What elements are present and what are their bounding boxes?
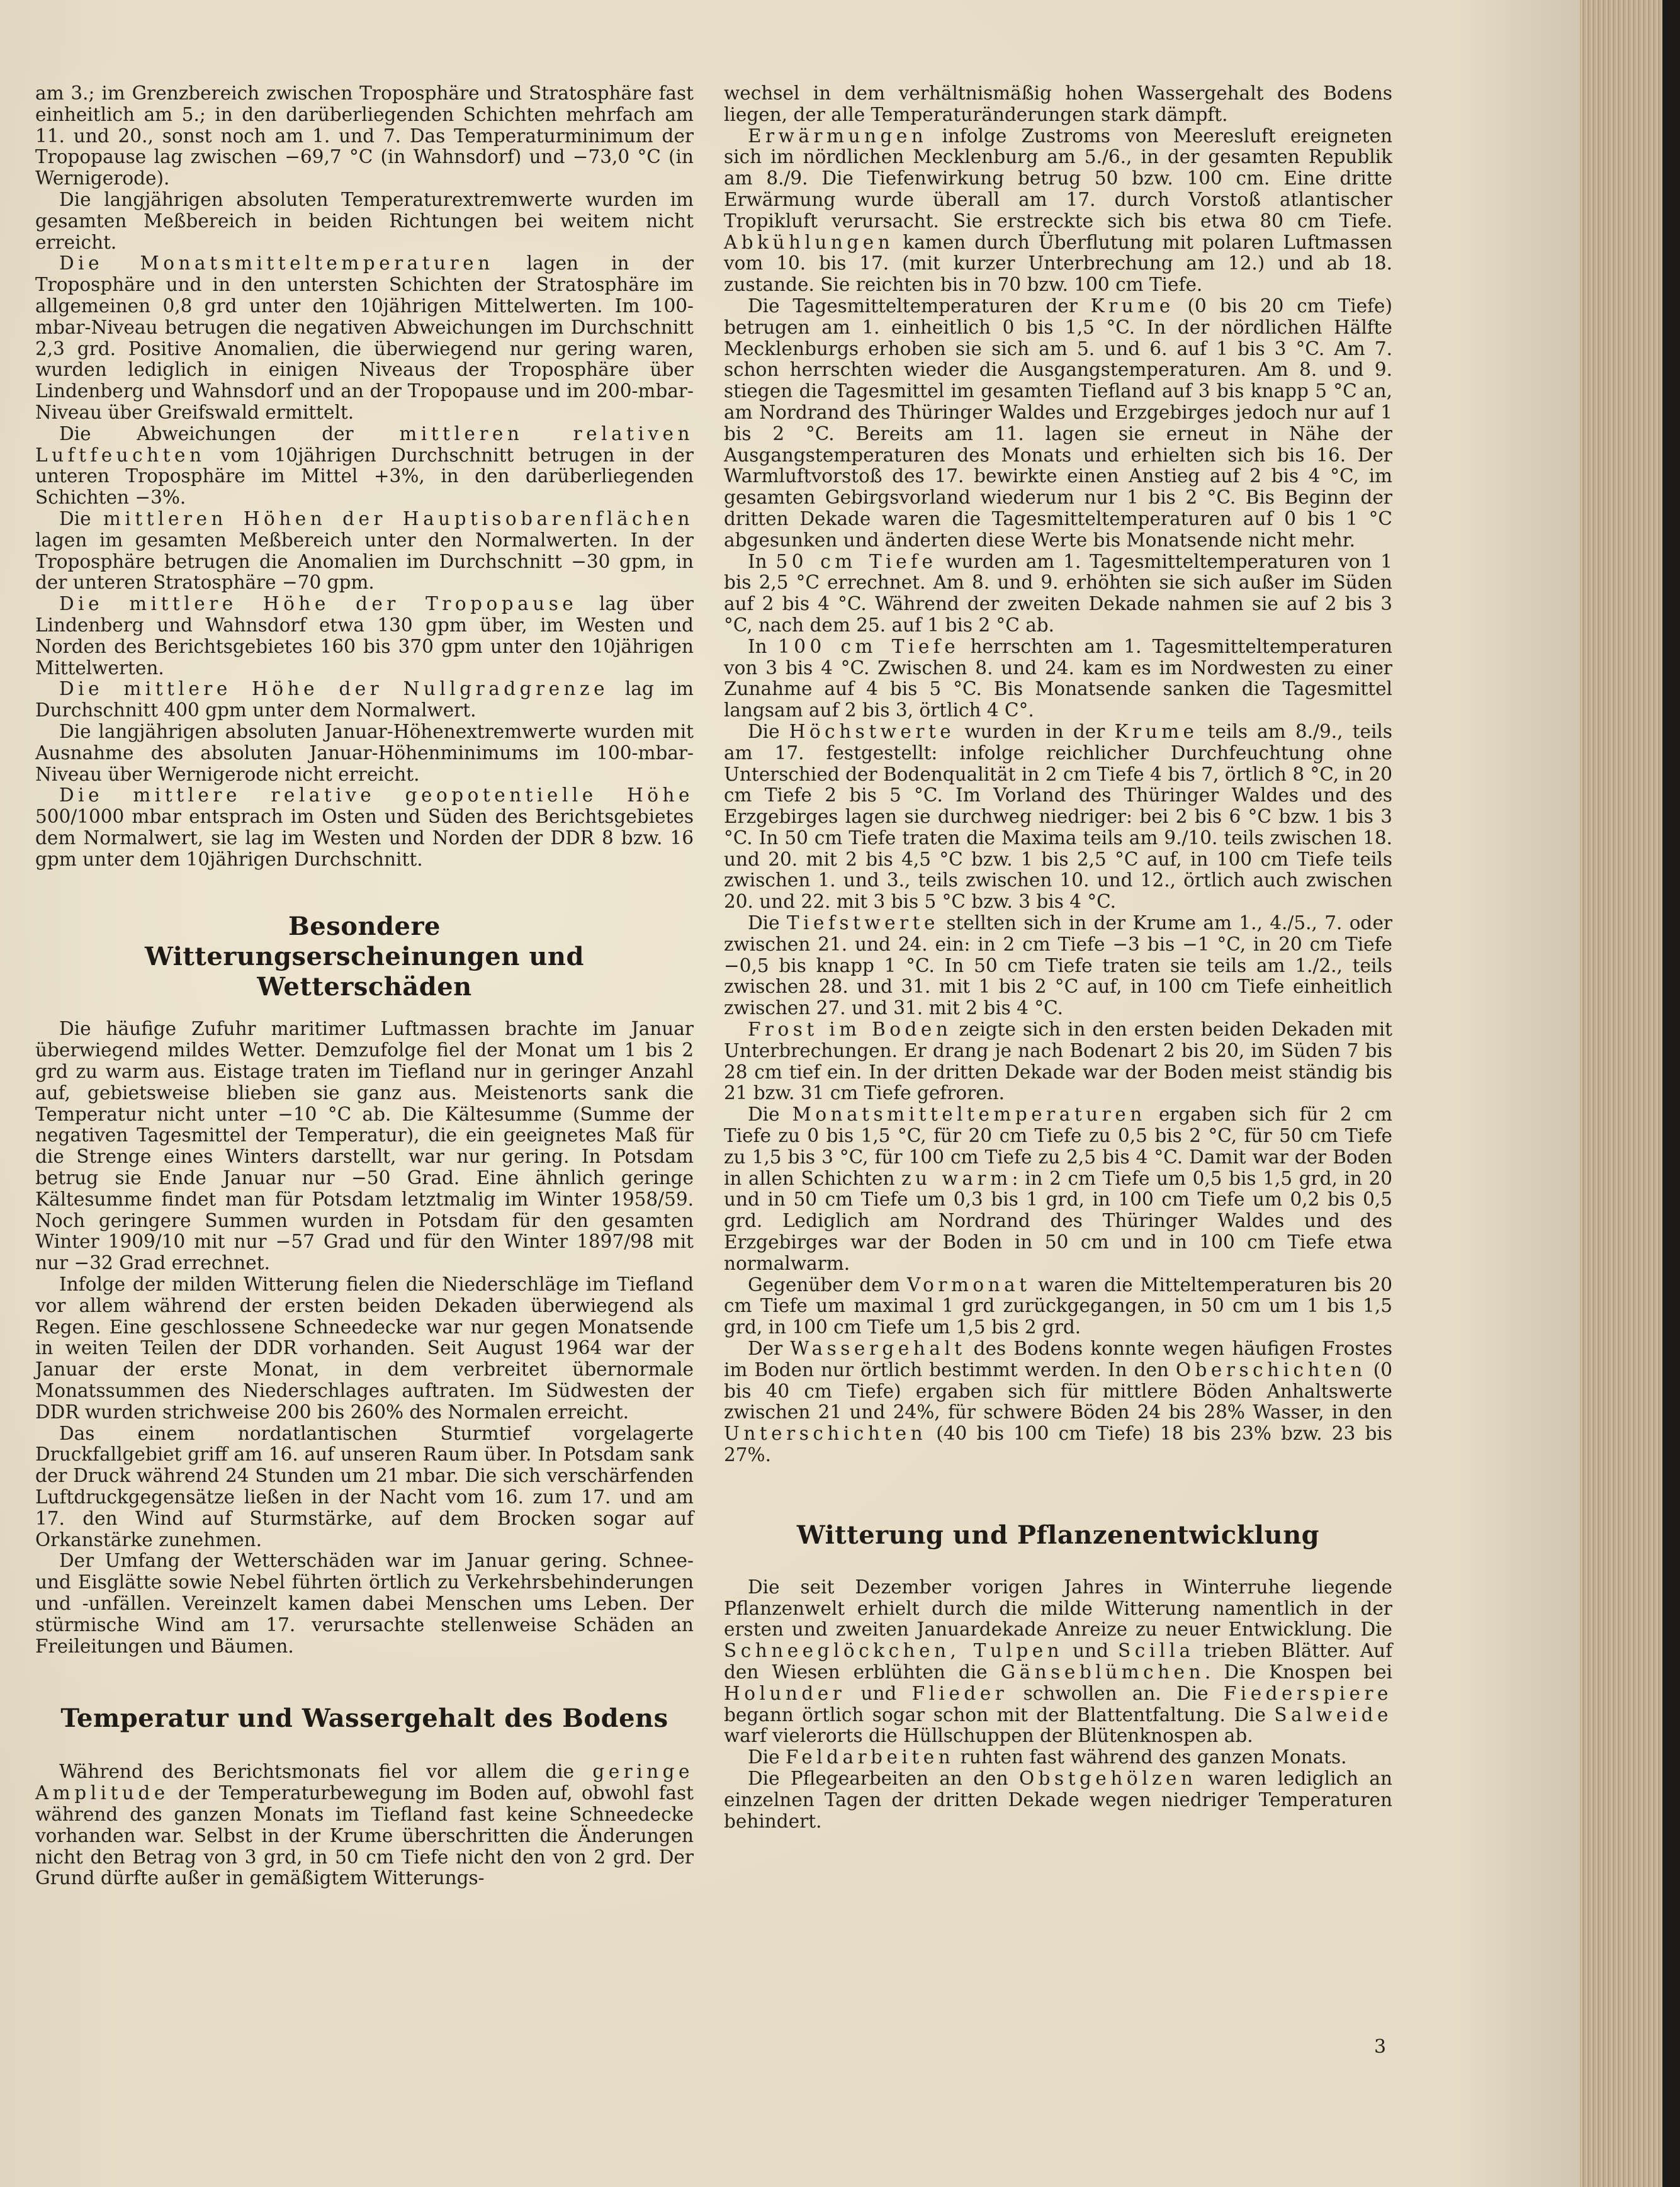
paragraph: Der Umfang der Wetterschäden war im Januar gering. Schnee- und Eisglätte sowie Nebel führten örtlich zu Verkehrsbehinderungen und -unfällen. Vereinzelt kamen dabei Menschen ums Leben. Der stürmische Wind am 17. verursachte stellenweise Schäden an Freileitungen und Bäumen. <box>35 1550 694 1657</box>
paragraph: In 100 cm Tiefe herrschten am 1. Tagesmitteltemperaturen von 3 bis 4 °C. Zwischen 8. und 24. kam es im Nordwesten zu einer Zunahme auf 4 bis 5 °C. Bis Monatsende sanken die Tagesmittel langsam auf 2 bis 3, örtlich 4 C°. <box>724 635 1392 721</box>
paragraph: Die Tagesmitteltemperaturen der Krume (0 bis 20 cm Tiefe) betrugen am 1. einheitlich 0 bis 1,5 °C. In der nördlichen Hälfte Mecklenburgs erhoben sie sich am 5. und 6. auf 1 bis 3 °C. Am 7. schon herrschten wieder die Ausgangstemperaturen. Am 8. und 9. stiegen die Tagesmittel im gesamten Tiefland auf 3 bis knapp 5 °C an, am Nordrand des Thüringer Waldes und Erzgebirges jedoch nur auf 1 bis 2 °C. Bereits am 11. lagen sie erneut in Nähe der Ausgangstemperaturen des Monats und erhielten sich bis 16. Der Warmluftvorstoß des 17. bewirkte einen Anstieg auf 2 bis 4 °C, im gesamten Gebirgsvorland wiederum nur 1 bis 2 °C. Bis Beginn der dritten Dekade waren die Tagesmitteltemperaturen auf 0 bis 1 °C abgesunken und änderten diese Werte bis Monatsende nicht mehr. <box>724 295 1392 551</box>
paragraph: wechsel in dem verhältnismäßig hohen Wassergehalt des Bodens liegen, der alle Temperaturänderungen stark dämpft. <box>724 82 1392 125</box>
paragraph: Die Tiefstwerte stellten sich in der Krume am 1., 4./5., 7. oder zwischen 21. und 24. ein: in 2 cm Tiefe −3 bis −1 °C, in 20 cm Tiefe −0,5 bis knapp 1 °C. In 50 cm Tiefe traten sie teils am 1./2., teils zwischen 28. und 31. mit 1 bis 2 °C auf, in 100 cm Tiefe einheitlich zwischen 27. und 31. mit 2 bis 4 °C. <box>724 912 1392 1019</box>
paragraph: Erwärmungen infolge Zustroms von Meeresluft ereigneten sich im nördlichen Mecklenburg am 5./6., in der gesamten Republik am 8./9. Die Tiefenwirkung betrug 50 bzw. 100 cm. Eine dritte Erwärmung wurde überall am 17. durch Vorstoß atlantischer Tropikluft verursacht. Sie erstreckte sich bis etwa 80 cm Tiefe. Abkühlungen kamen durch Überflutung mit polaren Luftmassen vom 10. bis 17. (mit kurzer Unterbrechung am 12.) und ab 18. zustande. Sie reichten bis in 70 bzw. 100 cm Tiefe. <box>724 125 1392 296</box>
right-column <box>724 83 1392 1832</box>
section-heading: Temperatur und Wassergehalt des Bodens <box>60 1704 668 1734</box>
paragraph: Die Höchstwerte wurden in der Krume teils am 8./9., teils am 17. festgestellt: infolge reichlicher Durchfeuchtung ohne Unterschied der Bodenqualität in 2 cm Tiefe 4 bis 7, örtlich 8 °C, in 20 cm Tiefe 2 bis 5 °C. Im Vorland des Thüringer Waldes und des Erzgebirges lagen sie durchweg niedriger: bei 2 bis 6 °C bzw. 1 bis 3 °C. In 50 cm Tiefe traten die Maxima teils am 9./10. teils zwischen 18. und 20. mit 2 bis 4,5 °C bzw. 1 bis 2,5 °C auf, in 100 cm Tiefe teils zwischen 1. und 3., teils zwischen 10. und 12., örtlich auch zwischen 20. und 22. mit 3 bis 5 °C bzw. 3 bis 4 °C. <box>724 720 1392 913</box>
paragraph: In 50 cm Tiefe wurden am 1. Tagesmitteltemperaturen von 1 bis 2,5 °C errechnet. Am 8. und 9. erhöhten sie sich außer im Süden auf 2 bis 4 °C. Während der zweiten Dekade nahmen sie auf 2 bis 3 °C, nach dem 25. auf 1 bis 2 °C ab. <box>724 550 1392 636</box>
paragraph: Die mittlere relative geopotentielle Höhe 500/1000 mbar entsprach im Osten und Süden des Berichtsgebietes dem Normalwert, sie lag im Westen und Norden der DDR 8 bzw. 16 gpm unter dem 10jährigen Durchschnitt. <box>35 784 694 870</box>
paragraph: Die langjährigen absoluten Januar-Höhenextremwerte wurden mit Ausnahme des absoluten Januar-Höhenminimums im 100-mbar-Niveau über Wernigerode nicht erreicht. <box>35 720 694 785</box>
paragraph: Gegenüber dem Vormonat waren die Mitteltemperaturen bis 20 cm Tiefe um maximal 1 grd zurückgegangen, in 50 cm um 1 bis 1,5 grd, in 100 cm Tiefe um 1,5 bis 2 grd. <box>724 1274 1392 1338</box>
section-heading: Besondere Witterungserscheinungen und Wetterschäden <box>145 912 584 1002</box>
paragraph: Die Pflegearbeiten an den Obstgehölzen waren lediglich an einzelnen Tagen der dritten Dekade wegen niedriger Temperaturen behindert. <box>724 1767 1392 1832</box>
left-column <box>35 83 694 1889</box>
paragraph: Die Feldarbeiten ruhten fast während des ganzen Monats. <box>748 1746 1347 1768</box>
paragraph: Das einem nordatlantischen Sturmtief vorgelagerte Druckfallgebiet griff am 16. auf unseren Raum über. In Potsdam sank der Druck während 24 Stunden um 21 mbar. Die sich verschärfenden Luftdruckgegensätze ließen in der Nacht vom 16. zum 17. und am 17. den Wind auf Sturmstärke, auf dem Brocken sogar auf Orkanstärke zunehmen. <box>35 1422 694 1551</box>
page-number: 3 <box>1374 2036 1387 2058</box>
paragraph: Die seit Dezember vorigen Jahres in Winterruhe liegende Pflanzenwelt erhielt durch die milde Witterung namentlich in der ersten und zweiten Januardekade Anreize zu neuer Entwicklung. Die Schneeglöckchen, Tulpen und Scilla trieben Blätter. Auf den Wiesen erblühten die Gänseblümchen. Die Knospen bei Holunder und Flieder schwollen an. Die Fiederspiere begann örtlich sogar schon mit der Blattentfaltung. Die Salweide warf vielerorts die Hüllschuppen der Blütenknospen ab. <box>724 1576 1393 1747</box>
book-page-edge <box>1580 0 1680 2187</box>
paragraph: Die mittlere Höhe der Tropopause lag über Lindenberg und Wahnsdorf etwa 130 gpm über, im Westen und Norden des Berichtsgebietes 160 bis 370 gpm unter den 10jährigen Mittelwerten. <box>35 593 694 679</box>
paragraph: Der Wassergehalt des Bodens konnte wegen häufigen Frostes im Boden nur örtlich bestimmt werden. In den Oberschichten (0 bis 40 cm Tiefe) ergaben sich für mittlere Böden Anhaltswerte zwischen 21 und 24%, für schwere Böden 24 bis 28% Wasser, in den Unterschichten (40 bis 100 cm Tiefe) 18 bis 23% bzw. 23 bis 27%. <box>724 1338 1392 1466</box>
paragraph: Die Monatsmitteltemperaturen lagen in der Troposphäre und in den untersten Schichten der Stratosphäre im allgemeinen 0,8 grd unter den 10jährigen Mittelwerten. Im 100-mbar-Niveau betrugen die negativen Abweichungen im Durchschnitt 2,3 grd. Positive Anomalien, die überwiegend nur gering waren, wurden lediglich in einigen Niveaus der Troposphäre über Lindenberg und Wahnsdorf und an der Tropopause und im 200-mbar-Niveau über Greifswald ermittelt. <box>35 252 694 423</box>
paragraph: Während des Berichtsmonats fiel vor allem die geringe Amplitude der Temperaturbewegung im Boden auf, obwohl fast während des ganzen Monats im Tiefland fast keine Schneedecke vorhanden war. Selbst in der Krume überschritten die Änderungen nicht den Betrag von 3 grd, in 50 cm Tiefe nicht den von 2 grd. Der Grund dürfte außer in gemäßigtem Witterungs- <box>35 1761 694 1889</box>
paragraph: Die langjährigen absoluten Temperaturextremwerte wurden im gesamten Meßbereich in beiden Richtungen bei weitem nicht erreicht. <box>35 188 694 253</box>
section-heading: Witterung und Pflanzenentwicklung <box>796 1520 1320 1550</box>
paragraph: Infolge der milden Witterung fielen die Niederschläge im Tiefland vor allem während der ersten beiden Dekaden überwiegend als Regen. Eine geschlossene Schneedecke war nur gegen Monatsende in weiten Teilen der DDR vorhanden. Seit August 1964 war der Januar der erste Monat, in dem verbreitet übernormale Monatssummen des Niederschlages auftraten. Im Südwesten der DDR wurden strichweise 200 bis 260% des Normalen erreicht. <box>35 1274 694 1423</box>
paragraph: am 3.; im Grenzbereich zwischen Troposphäre und Stratosphäre fast einheitlich am 5.; in den darüberliegenden Schichten mehrfach am 11. und 20., sonst noch am 1. und 7. Das Temperaturminimum der Tropopause lag zwischen −69,7 °C (in Wahnsdorf) und −73,0 °C (in Wernigerode). <box>35 82 694 189</box>
paragraph: Die Monatsmitteltemperaturen ergaben sich für 2 cm Tiefe zu 0 bis 1,5 °C, für 20 cm Tiefe zu 0,5 bis 2 °C, für 50 cm Tiefe zu 1,5 bis 3 °C, für 100 cm Tiefe zu 2,5 bis 4 °C. Damit war der Boden in allen Schichten zu warm: in 2 cm Tiefe um 0,5 bis 1,5 grd, in 20 und in 50 cm Tiefe um 0,3 bis 1 grd, in 100 cm Tiefe um 0,2 bis 0,5 grd. Lediglich am Nordrand des Thüringer Waldes und des Erzgebirges war der Boden in 50 cm und in 100 cm Tiefe etwa normalwarm. <box>724 1104 1393 1274</box>
paragraph: Die Abweichungen der mittleren relativen Luftfeuchten vom 10jährigen Durchschnitt betrugen in der unteren Troposphäre im Mittel +3%, in den darüberliegenden Schichten −3%. <box>35 422 694 509</box>
paragraph: Die mittleren Höhen der Hauptisobarenflächen lagen im gesamten Meßbereich unter den Normalwerten. In der Troposphäre betrugen die Anomalien im Durchschnitt −30 gpm, in der unteren Stratosphäre −70 gpm. <box>35 507 694 594</box>
paragraph: Die häufige Zufuhr maritimer Luftmassen brachte im Januar überwiegend mildes Wetter. Demzufolge fiel der Monat um 1 bis 2 grd zu warm aus. Eistage traten im Tiefland nur in geringer Anzahl auf, gebietsweise blieben sie ganz aus. Meistenorts sank die Temperatur nicht unter −10 °C ab. Die Kältesumme (Summe der negativen Tagesmittel der Temperatur), die ein geeignetes Maß für die Strenge eines Winters darstellt, war nur gering. In Potsdam betrug sie Ende Januar nur −50 Grad. Eine ähnlich geringe Kältesumme findet man für Potsdam letztmalig im Winter 1958/59. Noch geringere Summen wurden in Potsdam für den gesamten Winter 1909/10 mit nur −57 Grad und für den Winter 1897/98 mit nur −32 Grad errechnet. <box>35 1018 694 1274</box>
paragraph: Die mittlere Höhe der Nullgradgrenze lag im Durchschnitt 400 gpm unter dem Normalwert. <box>35 678 694 721</box>
paragraph: Frost im Boden zeigte sich in den ersten beiden Dekaden mit Unterbrechungen. Er drang je nach Bodenart 2 bis 20, im Süden 7 bis 28 cm tief ein. In der dritten Dekade war der Boden meist ständig bis 21 bzw. 31 cm Tiefe gefroren. <box>724 1019 1392 1104</box>
